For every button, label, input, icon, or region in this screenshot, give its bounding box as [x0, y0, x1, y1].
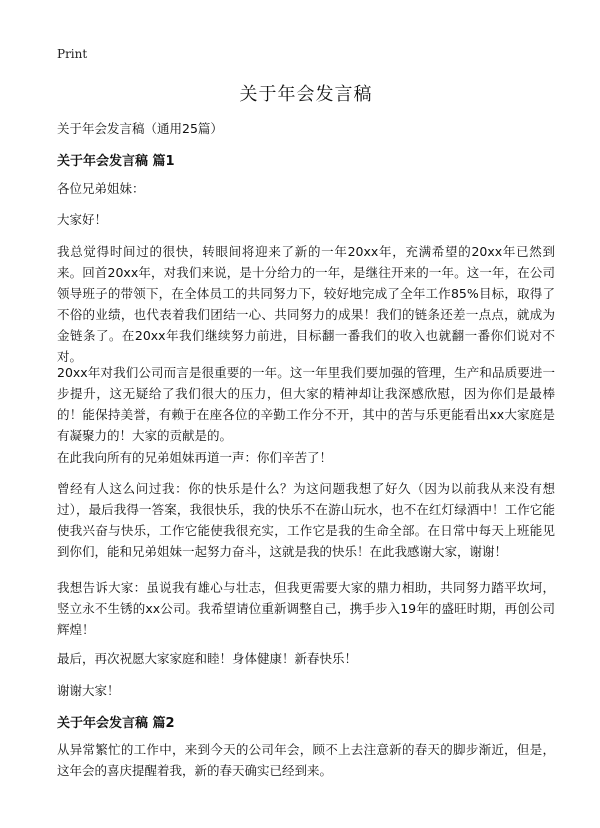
document-title: 关于年会发言稿 [239, 84, 373, 105]
paragraph-body: 20xx年对我们公司而言是很重要的一年。这一年里我们要加强的管理，生产和品质要进一步提升，这无疑给了我们很大的压力，但大家的精神却让我深感欣慰，因为你们是最棒的！能保持美誉，有赖于在座各位的辛勤工作分不开，其中的苦与乐更能看出xx大家庭是有凝聚力的！大家的贡献是的。 [57, 365, 555, 443]
paragraph-greeting: 大家好！ [57, 212, 108, 227]
paragraph-body: 曾经有人这么问过我：你的快乐是什么？为这问题我想了好久（因为以前我从来没有想过），最后我得一答案，我很快乐，我的快乐不在游山玩水，也不在红灯绿酒中！工作它能使我兴奋与快乐，工作它能使我很充实，工作它是我的生命全部。在日常中每天上班能见到你们，能和兄弟姐妹一起努力奋斗，这就是我的快乐！在此我感谢大家，谢谢！ [57, 481, 555, 559]
document-subtitle: 关于年会发言稿（通用25篇） [57, 121, 223, 136]
paragraph-body: 从异常繁忙的工作中，来到今天的公司年会，顾不上去注意新的春天的脚步渐近，但是，这年会的喜庆提醒着我，新的春天确实已经到来。 [57, 742, 555, 778]
section-heading-1: 关于年会发言稿 篇1 [57, 154, 175, 169]
paragraph-body: 在此我向所有的兄弟姐妹再道一声：你们辛苦了！ [57, 450, 333, 465]
paragraph-thanks: 谢谢大家！ [57, 683, 120, 698]
paragraph-body: 我想告诉大家：虽说我有雄心与壮志，但我更需要大家的鼎力相助，共同努力踏平坎坷，竖立永不生锈的xx公司。我希望请位重新调整自己，携手步入19年的盛旺时期，再创公司辉煌！ [57, 580, 555, 637]
paragraph-salutation: 各位兄弟姐妹： [57, 181, 145, 196]
section-heading-2: 关于年会发言稿 篇2 [57, 716, 175, 731]
paragraph-closing: 最后，再次祝愿大家家庭和睦！身体健康！新春快乐！ [57, 651, 358, 666]
paragraph-body: 我总觉得时间过的很快，转眼间将迎来了新的一年20xx年，充满希望的20xx年已然到来。回首20xx年，对我们来说，是十分给力的一年，是继往开来的一年。这一年，在公司领导班子的带领下，在全体员工的共同努力下，较好地完成了全年工作85%目标，取得了不俗的业绩，也代表着我们团结一心、共同努力的成果！我们的链条还差一点点，就成为金链条了。在20xx年我们继续努力前进，目标翻一番我们的收入也就翻一番你们说对不对。 [57, 244, 555, 364]
print-link[interactable]: Print [57, 47, 88, 61]
